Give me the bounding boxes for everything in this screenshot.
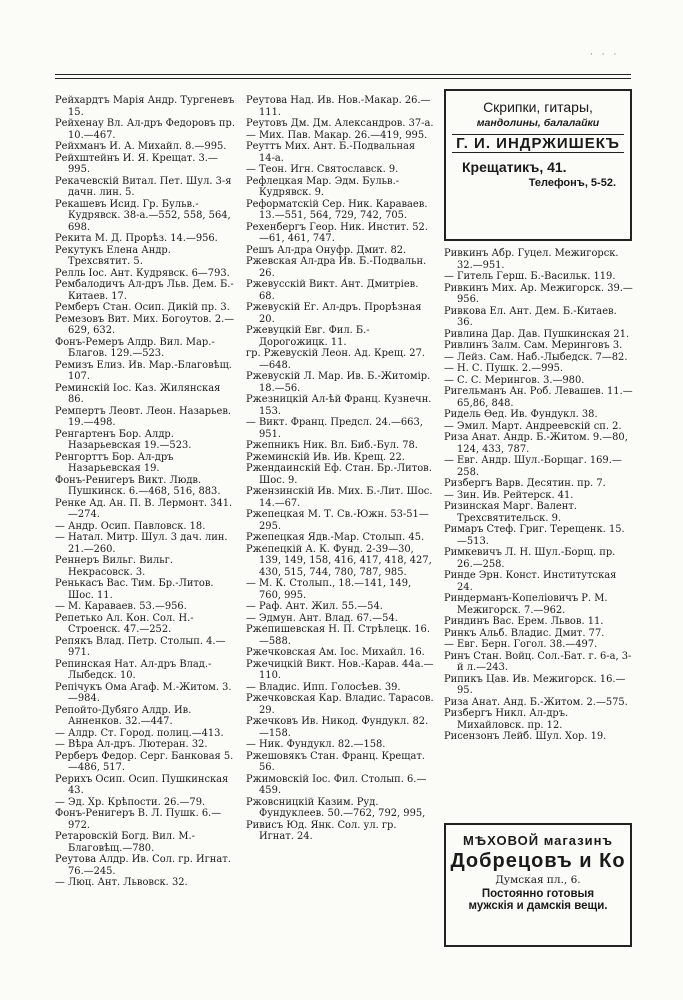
directory-entry: Рейхманъ И. А. Михайл. 8.—995. xyxy=(55,141,227,152)
directory-entry: Ридель Өед. Ив. Фундукл. 38. xyxy=(444,409,598,420)
directory-entry: Решъ Ал-дра Онуфр. Дмит. 82. xyxy=(246,244,407,256)
directory-entry: Рейхардтъ Марія Андр. Тургеневъ 15. xyxy=(55,95,235,118)
directory-entry: Ржечицкій Викт. Нов.-Карав. 44а.—110. xyxy=(246,658,434,681)
directory-entry: Риза Анат. Анд. Б.-Житом. 2.—575. xyxy=(444,696,628,708)
directory-entry: Релль Іос. Ант. Кудрявск. 6—793. xyxy=(55,267,230,279)
directory-entry: Репойто-Дубяго Алдр. Ив. Анненков. 32.—447. xyxy=(55,704,192,727)
ad-instruments-address: Крещатикъ, 41. xyxy=(462,159,567,175)
directory-entry: — Гитель Герш. Б.-Васильк. 119. xyxy=(444,271,616,282)
directory-entry: Реутовъ Дм. Дм. Александров. 37-а. xyxy=(246,118,434,129)
directory-entry: Репинская Нат. Ал-дръ Влад.-Лыбедск. 10. xyxy=(55,658,212,681)
ad-instruments-phone: Телефонъ, 5-52. xyxy=(528,177,616,189)
ad-instruments-name: Г. И. ИНДРЖИШЕКЪ xyxy=(452,134,624,153)
directory-entry: Ривисъ Юд. Янк. Сол. ул. гр. Игнат. 24. xyxy=(246,819,397,842)
directory-entry: Ремизъ Елиз. Ив. Мар.-Благовѣщ. 107. xyxy=(55,359,232,382)
directory-entry: Рерихъ Осип. Осип. Пушкинская 43. xyxy=(55,773,229,796)
directory-entry: Рекачевскій Витал. Пет. Шул. 3-я дачн. лин. 5. xyxy=(55,175,232,198)
directory-entry: Рекашевъ Исид. Гр. Бульв.-Кудрявск. 38-а.—552, 558, 564, 698. xyxy=(55,198,231,233)
directory-entry: Ривлина Дар. Дав. Пушкинская 21. xyxy=(444,328,630,340)
directory-entry: Фонъ-Ремеръ Алдр. Вил. Мар.-Благов. 129.—523. xyxy=(55,336,215,359)
directory-entry: Рерберъ Федор. Серг. Банковая 5.—486, 517. xyxy=(55,750,234,773)
directory-entry: Ретаровскій Богд. Вил. М.-Благовѣщ.—780. xyxy=(55,831,195,854)
directory-entry: Ризбергъ Варв. Десятин. пр. 7. xyxy=(444,478,606,489)
directory-entry: Ринъ Стан. Войц. Сол.-Бат. г. 6-а, 3-й л.—243. xyxy=(444,650,632,673)
directory-entry: Ржеминскій Ив. Ив. Крещ. 22. xyxy=(246,451,405,463)
directory-entry: Ржовсницкій Казим. Руд. Фундуклеев. 50.—762, 792, 995, xyxy=(246,796,426,819)
directory-entry: Ржечковъ Ив. Никод. Фундукл. 82.—158. xyxy=(246,716,429,739)
directory-entry: — С. С. Мерингов. 3.—980. xyxy=(444,374,585,386)
directory-entry: Ризинская Марг. Валент. Трехсвятительск. 9. xyxy=(444,501,577,524)
directory-entry: — Вѣра Ал-дръ. Лютеран. 32. xyxy=(55,739,208,750)
directory-entry: Ривлинъ Залм. Сам. Меринговъ 3. xyxy=(444,340,623,351)
advertisement-furs xyxy=(444,823,632,947)
directory-column-3 xyxy=(444,248,634,743)
directory-entry: Ренгорттъ Бор. Ал-дръ Назарьевская 19. xyxy=(55,451,174,474)
directory-entry: Реминскій Іос. Каз. Жилянская 86. xyxy=(55,382,221,405)
directory-entry: — Раф. Ант. Жил. 55.—54. xyxy=(246,601,383,612)
directory-entry: Ренгартенъ Бор. Алдр. Назарьевская 19.—523. xyxy=(55,428,192,451)
directory-entry: — М. Караваев. 53.—956. xyxy=(55,601,187,612)
directory-entry: Рефлецкая Мар. Эдм. Бульв.-Кудрявск. 9. xyxy=(246,175,400,198)
directory-entry: Риндерманъ-Копелiовичъ Р. М. Межигорск. 7.—962. xyxy=(444,593,608,616)
directory-entry: Реформатскій Сер. Ник. Караваев. 13.—551, 564, 729, 742, 705. xyxy=(246,198,428,221)
directory-entry: Риза Анат. Андр. Б.-Житом. 9.—80, 124, 433, 787. xyxy=(444,432,628,455)
directory-entry: — Владис. Ипп. Голосѣев. 39. xyxy=(246,681,401,693)
directory-entry: Рехенбергъ Геор. Ник. Инстит. 52.—61, 461, 747. xyxy=(246,221,428,244)
page-marks: · · · xyxy=(590,50,620,60)
header-rule-top xyxy=(55,74,631,75)
directory-entry: — Эдмун. Ант. Влад. 67.—54. xyxy=(246,612,398,624)
directory-entry: Ржепникъ Ник. Вл. Биб.-Бул. 78. xyxy=(246,440,418,451)
directory-entry: Ржешовякъ Стан. Франц. Крещат. 56. xyxy=(246,750,425,773)
directory-entry: Рейхштейнъ И. Я. Крещат. 3.—995. xyxy=(55,152,218,175)
directory-entry: Реутова Алдр. Ив. Сол. гр. Игнат. 76.—245. xyxy=(55,854,231,877)
ad-furs-line5: мужскія и дамскія вещи. xyxy=(468,900,608,912)
directory-column-1 xyxy=(55,95,235,889)
directory-entry: Ренке Ад. Ан. П. В. Лермонт. 341.—274. xyxy=(55,497,233,520)
directory-entry: Ржепецкая Ядв.-Мар. Столып. 45. xyxy=(246,532,425,543)
directory-entry: Римкевичъ Л. Н. Шул.-Борщ. пр. 26.—258. xyxy=(444,547,616,570)
directory-entry: Ржевусскій Викт. Ант. Дмитріев. 68. xyxy=(246,279,419,302)
ad-furs-name: Добрецовъ и Ко xyxy=(450,850,626,872)
directory-entry: Ригельманъ Ан. Роб. Левашев. 11.—65,86, 848. xyxy=(444,386,633,409)
directory-entry: — Ник. Фундукл. 82.—158. xyxy=(246,739,386,750)
directory-entry: — Люц. Ант. Львовск. 32. xyxy=(55,877,188,888)
directory-entry: Ржепецкій А. К. Фунд. 2-39—30, 139, 149, 158, 416, 417, 418, 427, 430, 515, 744, 780, 787, 985. xyxy=(246,543,432,578)
directory-entry: Рембалодичъ Ал-дръ Льв. Дем. Б.-Китаев. 17. xyxy=(55,279,234,302)
directory-entry: Реуттъ Мих. Ант. Б.-Подвальная 14-а. xyxy=(246,141,416,164)
directory-entry: — Евг. Берн. Гогол. 38.—497. xyxy=(444,639,598,650)
directory-entry: Ржевуцкій Евг. Фил. Б.-Дорогожицк. 11. xyxy=(246,325,370,348)
directory-entry: — Теон. Игн. Святославск. 9. xyxy=(246,164,399,175)
directory-entry: Ренькасъ Вас. Тим. Бр.-Литов. Шос. 11. xyxy=(55,578,214,601)
directory-entry: Рейхенау Вл. Ал-дръ Федоровъ пр. 10.—467. xyxy=(55,118,235,141)
directory-entry: — М. К. Столып., 18.—141, 149, 760, 995. xyxy=(246,578,412,601)
directory-entry: Ржепецкая М. Т. Св.-Южн. 53-51—295. xyxy=(246,509,429,532)
directory-entry: Ржепишевская Н. П. Стрѣлецк. 16.—588. xyxy=(246,624,430,647)
directory-entry: Ржечковская Ам. Іос. Михайл. 16. xyxy=(246,647,425,658)
ad-furs-line1: МѢХОВОЙ магазинъ xyxy=(463,833,613,848)
ad-instruments-line2: мандолины, балалайки xyxy=(476,117,600,129)
directory-entry: Римаръ Стеф. Григ. Терещенк. 15.—513. xyxy=(444,524,625,547)
directory-entry: Риндинъ Вас. Ерем. Львов. 11. xyxy=(444,616,604,627)
directory-entry: — Викт. Франц. Предсл. 24.—663, 951. xyxy=(246,417,423,440)
directory-entry: Ривкинъ Абр. Гуцел. Межигорск. 32.—951. xyxy=(444,248,619,271)
directory-entry: Ржевускій Л. Мар. Ив. Б.-Житомір. 18.—56. xyxy=(246,371,431,394)
directory-entry: Ржензинскій Ив. Мих. Б.-Лит. Шос. 14.—67. xyxy=(246,486,433,509)
directory-entry: Рекита М. Д. Прорѣз. 14.—956. xyxy=(55,233,218,244)
header-rule-bottom xyxy=(55,78,631,79)
directory-entry: Ривкинъ Мих. Ар. Межигорск. 39.—956. xyxy=(444,282,633,305)
directory-entry: — Алдр. Ст. Город. полиц.—413. xyxy=(55,727,224,739)
ad-furs-address: Думская пл., 6. xyxy=(495,874,581,886)
directory-entry: — Эмил. Март. Андреевскій сп. 2. xyxy=(444,420,622,432)
directory-entry: Ремезовъ Вит. Мих. Богоутов. 2.—629, 632. xyxy=(55,313,235,336)
directory-entry: Рекутукъ Елена Андр. Трехсвятит. 5. xyxy=(55,244,171,267)
ad-instruments-line1: Скрипки, гитары, xyxy=(483,99,593,115)
directory-entry: Ржендаинскій Еф. Стан. Бр.-Литов. Шос. 9. xyxy=(246,463,432,486)
directory-entry: Ржечковская Кар. Владис. Тарасов. 29. xyxy=(246,693,434,716)
directory-entry: — Мих. Пав. Макар. 26.—419, 995. xyxy=(246,129,428,141)
directory-entry: Ржимовскій Іос. Фил. Столып. 6.—459. xyxy=(246,773,427,796)
directory-entry: Рипикъ Цав. Ив. Межигорск. 16.—95. xyxy=(444,673,626,696)
directory-entry: Ремберъ Стан. Осип. Дикій пр. 3. xyxy=(55,302,230,313)
directory-column-2 xyxy=(246,95,434,843)
ad-furs-line4: Постоянно готовыя xyxy=(481,888,595,900)
directory-entry: Фонъ-Ренигеръ В. Л. Пушк. 6.—972. xyxy=(55,808,222,831)
directory-entry: Ринде Эрн. Конст. Институтская 24. xyxy=(444,570,617,593)
directory-entry: Репякъ Влад. Петр. Столып. 4.—971. xyxy=(55,635,226,658)
directory-entry: — Андр. Осип. Павловск. 18. xyxy=(55,520,206,532)
directory-entry: Рисензонъ Лейб. Шул. Хор. 19. xyxy=(444,731,607,742)
advertisement-instruments xyxy=(444,89,632,241)
directory-entry: Реутова Над. Ив. Нов.-Макар. 26.—111. xyxy=(246,95,431,118)
directory-entry: Фонъ-Ренигеръ Викт. Людв. Пушкинск. 6.—468, 516, 883. xyxy=(55,474,221,497)
directory-entry: Ржевускій Ег. Ал-дръ. Прорѣзная 20. xyxy=(246,302,422,325)
directory-entry: Репетько Ал. Кон. Сол. Н.-Строенск. 47.—252. xyxy=(55,612,194,635)
directory-entry: Ржезницкій Ал-ѣй Франц. Кузнечн. 153. xyxy=(246,394,432,417)
directory-entry: Ринкъ Альб. Владис. Дмит. 77. xyxy=(444,627,605,639)
directory-entry: Ржевская Ал-дра Ив. Б.-Подвальн. 26. xyxy=(246,256,427,279)
directory-entry: — Натал. Митр. Шул. 3 дач. лин. 21.—260. xyxy=(55,532,228,555)
directory-entry: — Эд. Хр. Крѣпости. 26.—79. xyxy=(55,796,206,808)
directory-entry: Реннеръ Вильг. Вильг. Некрасовск. 3. xyxy=(55,555,173,578)
directory-entry: гр. Ржевускій Леон. Ад. Крещ. 27.—648. xyxy=(246,348,425,371)
directory-entry: — Евг. Андр. Шул.-Борщаг. 169.—258. xyxy=(444,455,622,478)
directory-entry: — Зин. Ив. Рейтерск. 41. xyxy=(444,489,574,501)
directory-entry: Ризбергъ Никл. Ал-дръ. Михайловск. пр. 12. xyxy=(444,708,569,731)
directory-entry: — Н. С. Пушк. 2.—995. xyxy=(444,363,564,374)
directory-entry: Ривкова Ел. Ант. Дем. Б.-Китаев. 36. xyxy=(444,305,617,328)
directory-entry: Репічукъ Ома Агаф. М.-Житом. 3.—984. xyxy=(55,681,232,704)
directory-entry: Ремпертъ Леовт. Леон. Назарьев. 19.—498. xyxy=(55,405,232,428)
directory-entry: — Лейз. Сам. Наб.-Лыбедск. 7—82. xyxy=(444,351,628,363)
